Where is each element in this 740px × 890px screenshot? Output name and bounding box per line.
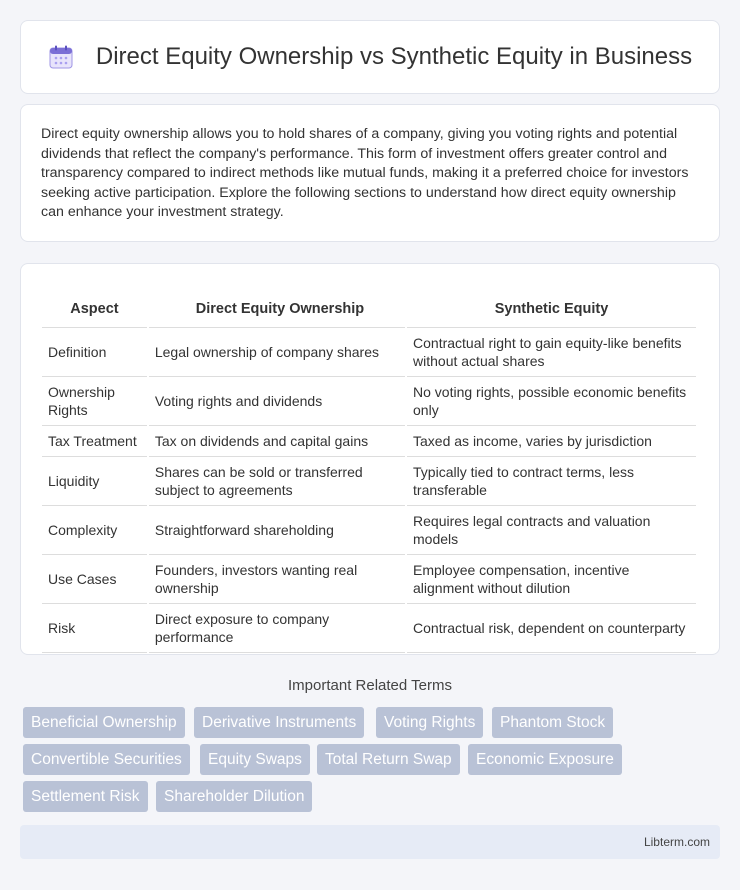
- cell-aspect: Use Cases: [42, 555, 147, 604]
- related-term-tag[interactable]: Derivative Instruments: [194, 707, 364, 738]
- table-row: [42, 506, 696, 555]
- calendar-icon: [48, 44, 74, 70]
- cell-direct: Legal ownership of company shares: [149, 328, 405, 377]
- comparison-table: [40, 284, 698, 653]
- header-card: [20, 20, 720, 94]
- comparison-table-card: [20, 263, 720, 655]
- cell-direct: Shares can be sold or transferred subject to agreements: [149, 457, 405, 506]
- cell-synthetic: Typically tied to contract terms, less transferable: [407, 457, 696, 506]
- intro-card: [20, 104, 720, 242]
- footer-site-link[interactable]: Libterm.com: [643, 835, 710, 849]
- intro-paragraph: Direct equity ownership allows you to hold shares of a company, giving you voting rights and potential dividends that reflect the company's performance. This form of investment offers greater control and transparency compared to indirect methods like mutual funds, making it a preferred choice for investors seeking active participation. Explore the following sections to understand how direct equity ownership can enhance your investment strategy.: [41, 126, 689, 221]
- cell-aspect: Liquidity: [42, 457, 147, 506]
- cell-direct: Voting rights and dividends: [149, 377, 405, 426]
- cell-aspect: Tax Treatment: [42, 426, 147, 457]
- cell-aspect: Complexity: [42, 506, 147, 555]
- table-row: [42, 377, 696, 426]
- table-row: [42, 604, 696, 653]
- table-row: [42, 328, 696, 377]
- header-synthetic-equity: Synthetic Equity: [407, 284, 696, 328]
- cell-direct: Tax on dividends and capital gains: [149, 426, 405, 457]
- cell-aspect: Ownership Rights: [42, 377, 147, 426]
- header-aspect: Aspect: [42, 284, 147, 328]
- related-term-tag[interactable]: Shareholder Dilution: [156, 781, 312, 812]
- related-term-tag[interactable]: Equity Swaps: [200, 744, 310, 775]
- related-term-tag[interactable]: Economic Exposure: [468, 744, 622, 775]
- table-header-row: [42, 284, 696, 328]
- cell-synthetic: Employee compensation, incentive alignment without dilution: [407, 555, 696, 604]
- related-term-tag[interactable]: Phantom Stock: [492, 707, 613, 738]
- related-term-tag[interactable]: Total Return Swap: [317, 744, 460, 775]
- cell-direct: Founders, investors wanting real ownership: [149, 555, 405, 604]
- cell-direct: Straightforward shareholding: [149, 506, 405, 555]
- related-terms-title: Important Related Terms: [288, 677, 452, 694]
- cell-synthetic: Contractual right to gain equity-like benefits without actual shares: [407, 328, 696, 377]
- cell-synthetic: Requires legal contracts and valuation models: [407, 506, 696, 555]
- related-term-tag[interactable]: Settlement Risk: [23, 781, 148, 812]
- related-term-tag[interactable]: Convertible Securities: [23, 744, 190, 775]
- table-row: [42, 555, 696, 604]
- cell-synthetic: Taxed as income, varies by jurisdiction: [407, 426, 696, 457]
- related-term-tag[interactable]: Voting Rights: [376, 707, 483, 738]
- cell-synthetic: Contractual risk, dependent on counterparty: [407, 604, 696, 653]
- cell-synthetic: No voting rights, possible economic benefits only: [407, 377, 696, 426]
- page-title: Direct Equity Ownership vs Synthetic Equity in Business: [95, 43, 693, 70]
- cell-aspect: Definition: [42, 328, 147, 377]
- table-row: [42, 457, 696, 506]
- cell-aspect: Risk: [42, 604, 147, 653]
- header-direct-equity: Direct Equity Ownership: [149, 284, 405, 328]
- related-term-tag[interactable]: Beneficial Ownership: [23, 707, 185, 738]
- table-row: [42, 426, 696, 457]
- footer: [20, 825, 720, 859]
- cell-direct: Direct exposure to company performance: [149, 604, 405, 653]
